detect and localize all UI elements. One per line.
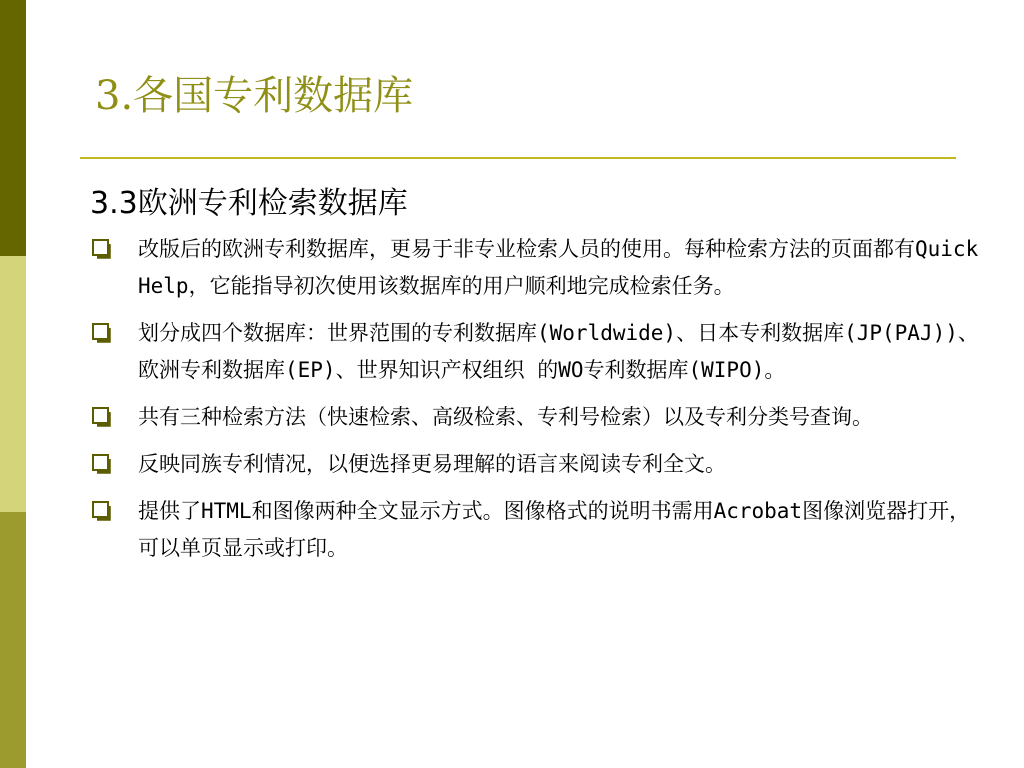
bullet-list <box>88 231 983 577</box>
accent-bar-middle <box>0 256 26 512</box>
section-subtitle: 3.3欧洲专利检索数据库 <box>90 186 408 221</box>
bullet-item <box>88 315 983 389</box>
bullet-text: 划分成四个数据库：世界范围的专利数据库(Worldwide)、日本专利数据库(JP(PAJ))、欧洲专利数据库(EP)、世界知识产权组织 的WO专利数据库(WIPO)。 <box>138 321 979 382</box>
square-checkbox-bullet-icon <box>92 501 114 523</box>
bullet-text: 改版后的欧洲专利数据库，更易于非专业检索人员的使用。每种检索方法的页面都有Quick Help，它能指导初次使用该数据库的用户顺利地完成检索任务。 <box>138 237 979 298</box>
bullet-text: 反映同族专利情况，以便选择更易理解的语言来阅读专利全文。 <box>138 452 726 476</box>
title-divider <box>80 157 956 159</box>
bullet-item <box>88 231 983 305</box>
square-checkbox-bullet-icon <box>92 323 114 345</box>
accent-bar-top <box>0 0 26 256</box>
bullet-item <box>88 446 983 483</box>
bullet-text: 共有三种检索方法（快速检索、高级检索、专利号检索）以及专利分类号查询。 <box>138 405 873 429</box>
bullet-item <box>88 399 983 436</box>
bullet-item <box>88 493 983 567</box>
square-checkbox-bullet-icon <box>92 454 114 476</box>
square-checkbox-bullet-icon <box>92 407 114 429</box>
bullet-text: 提供了HTML和图像两种全文显示方式。图像格式的说明书需用Acrobat图像浏览器打开，可以单页显示或打印。 <box>138 499 971 560</box>
slide-title: 3.各国专利数据库 <box>95 73 414 119</box>
accent-bar-bottom <box>0 512 26 768</box>
square-checkbox-bullet-icon <box>92 239 114 261</box>
